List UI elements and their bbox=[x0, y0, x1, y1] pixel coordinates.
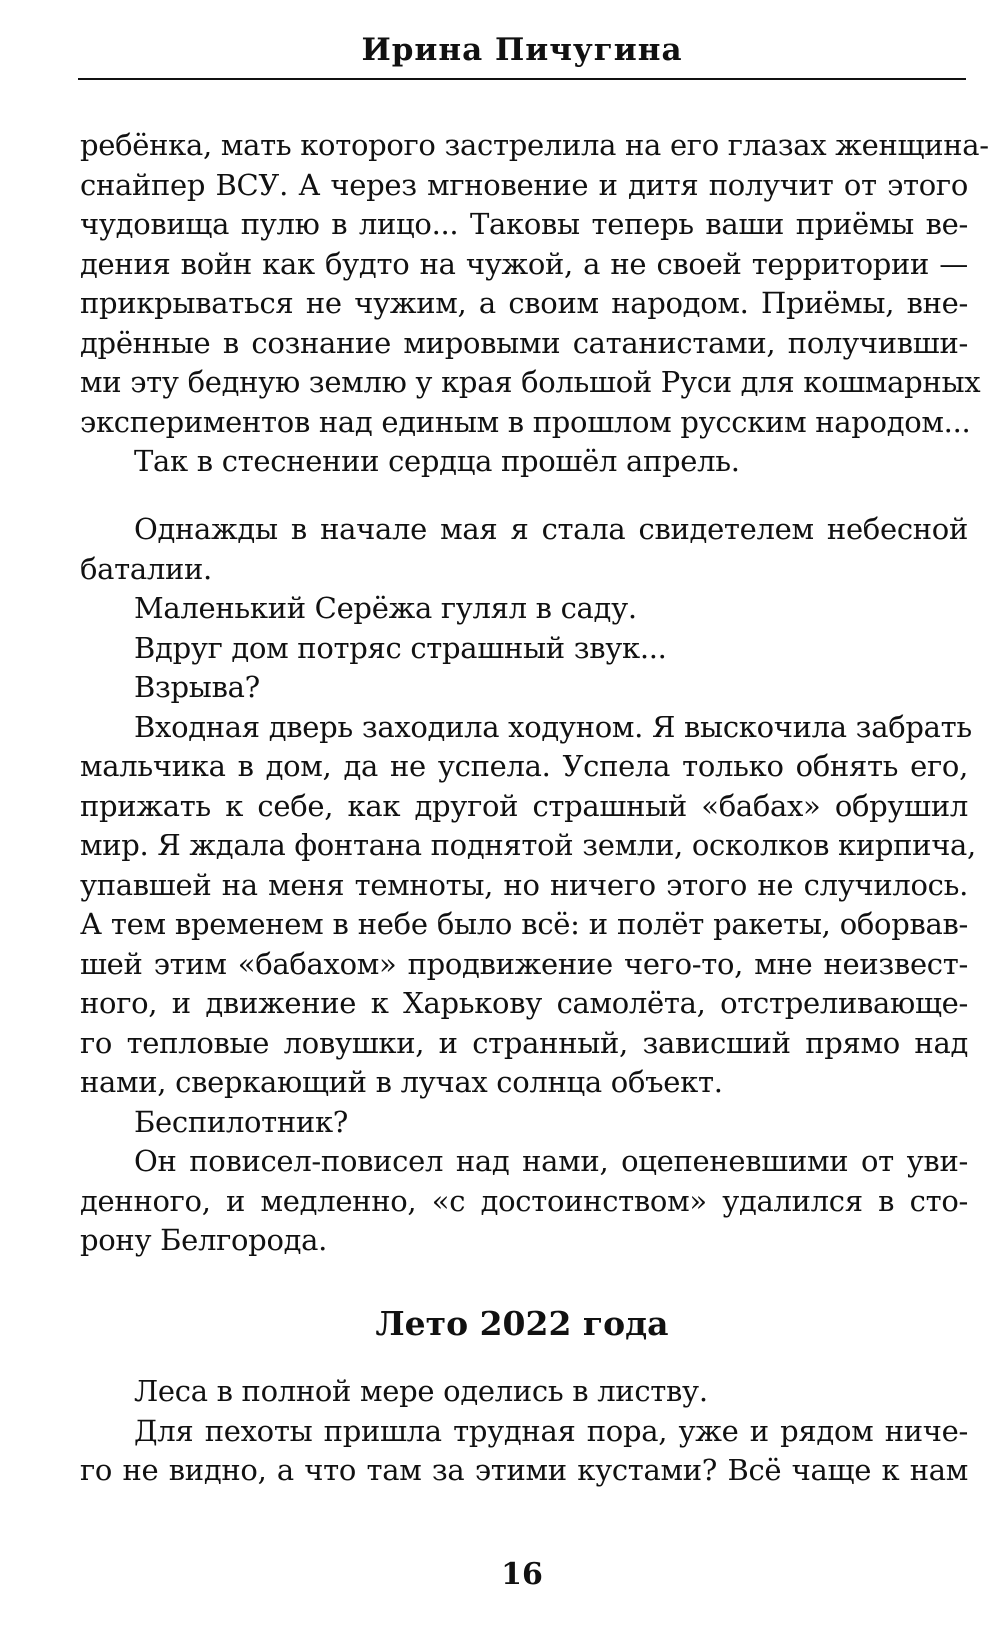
section-heading: Лето 2022 года bbox=[375, 1304, 669, 1343]
text-line: дения войн как будто на чужой, а не своей территории — bbox=[80, 246, 968, 281]
text-line: го тепловые ловушки, и странный, зависший прямо над bbox=[80, 1025, 968, 1060]
text-line: Для пехоты пришла трудная пора, уже и рядом ниче- bbox=[134, 1413, 968, 1448]
text-line: Маленький Серёжа гулял в саду. bbox=[134, 591, 637, 625]
text-line: чудовища пулю в лицо... Таковы теперь ваши приёмы ве- bbox=[80, 207, 968, 241]
text-line: рону Белгорода. bbox=[80, 1223, 328, 1257]
text-block-may bbox=[80, 510, 976, 1261]
text-line: снайпер ВСУ. А через мгновение и дитя получит от этого bbox=[80, 167, 968, 202]
text-line: ного, и движение к Харькову самолёта, отстреливающе- bbox=[80, 986, 968, 1020]
text-line: шей этим «бабахом» продвижение чего-то, мне неизвест- bbox=[80, 946, 968, 981]
text-line: Взрыва? bbox=[134, 670, 260, 704]
text-line: мальчика в дом, да не успела. Успела только обнять его, bbox=[80, 749, 968, 783]
text-line: экспериментов над единым в прошлом русским народом... bbox=[80, 404, 971, 439]
text-line: А тем временем в небе было всё: и полёт ракеты, оборвав- bbox=[80, 907, 968, 941]
page-number: 16 bbox=[501, 1557, 543, 1592]
text-line: денного, и медленно, «с достоинством» удалился в сто- bbox=[80, 1183, 968, 1218]
text-line: нами, сверкающий в лучах солнца объект. bbox=[80, 1065, 723, 1099]
text-line: Так в стеснении сердца прошёл апрель. bbox=[134, 444, 740, 478]
text-line: ми эту бедную землю у края большой Руси для кошмарных bbox=[80, 365, 981, 399]
text-line: Леса в полной мере оделись в листву. bbox=[134, 1374, 708, 1408]
text-line: Однажды в начале мая я стала свидетелем небесной bbox=[134, 512, 968, 546]
text-line: ребёнка, мать которого застрелила на его глазах женщина- bbox=[80, 128, 989, 162]
text-line: мир. Я ждала фонтана поднятой земли, осколков кирпича, bbox=[80, 828, 976, 862]
text-line: дрённые в сознание мировыми сатанистами, получивши- bbox=[80, 325, 968, 360]
text-line: го не видно, а что там за этими кустами? Всё чаще к нам bbox=[80, 1453, 968, 1487]
text-line: Беспилотник? bbox=[134, 1104, 349, 1139]
text-block-april bbox=[80, 126, 989, 482]
text-line: прикрываться не чужим, а своим народом. Приёмы, вне- bbox=[80, 286, 968, 320]
running-header-author: Ирина Пичугина bbox=[361, 32, 683, 68]
text-line: упавшей на меня темноты, но ничего этого не случилось. bbox=[80, 867, 968, 902]
text-line: Он повисел-повисел над нами, оцепеневшими от уви- bbox=[134, 1144, 968, 1178]
header-divider bbox=[78, 78, 966, 80]
text-line: Входная дверь заходила ходуном. Я выскочила забрать bbox=[134, 709, 972, 744]
text-line: баталии. bbox=[80, 551, 212, 586]
text-block-summer bbox=[80, 1372, 968, 1491]
text-line: прижать к себе, как другой страшный «бабах» обрушил bbox=[80, 788, 968, 823]
text-line: Вдруг дом потряс страшный звук... bbox=[134, 630, 667, 665]
